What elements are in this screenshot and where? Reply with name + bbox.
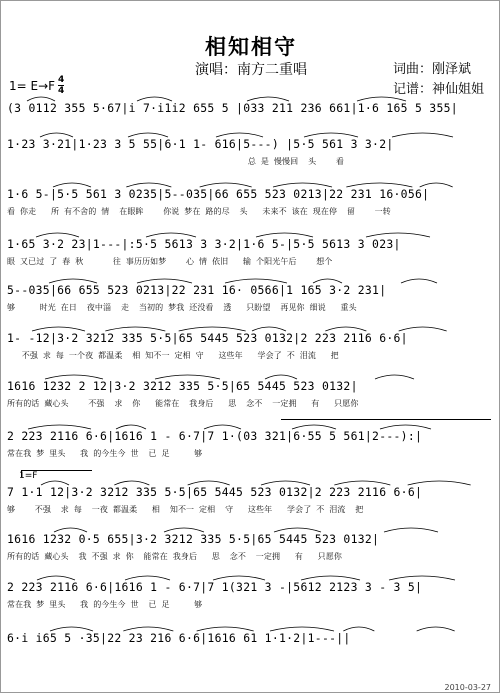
notation-row: 1·6 5-|5·5 561 3 0235|5--035|66 655 523 0213|22 231 16·056| bbox=[7, 187, 430, 201]
lyricist-credit: 词曲：刚泽斌 bbox=[393, 62, 472, 77]
lyric-row bbox=[7, 168, 497, 178]
time-signature-top: 4 bbox=[58, 75, 65, 85]
lyric-row bbox=[7, 460, 497, 470]
notation-row: 1·65 3·2 23|1---|:5·5 5613 3 3·2|1·6 5-|5·5 5613 3 023| bbox=[7, 237, 401, 251]
lyric-row bbox=[7, 651, 497, 661]
notation-row: 2 223 2116 6·6|1616 1 - 6·7|7 1·(03 321|6·55 5 561|2---):| bbox=[7, 429, 423, 443]
key-change-label: 1=F bbox=[19, 471, 38, 481]
date-stamp: 2010-03-27 bbox=[444, 683, 491, 692]
lyric-row: 眼 又已过 了 春 秋 往 事历历如梦 心 情 依旧 输 个阳光午后 想个 bbox=[7, 257, 333, 266]
lyric-row bbox=[7, 563, 497, 573]
notation-row: (3 0112 355 5·67|i 7·i1i2 655 5 |033 211 236 661|1·6 165 5 355| bbox=[7, 101, 458, 115]
lyric-row bbox=[7, 611, 497, 621]
lyric-row: 所有的话 藏心头 我 不强 求 你 能常在 我身后 思 念不 一定拥 有 只愿你 bbox=[7, 552, 342, 561]
lyric-row bbox=[7, 362, 497, 372]
score-line bbox=[7, 485, 497, 526]
notation-row: 5--035|66 655 523 0213|22 231 16· 0566|1 165 3·2 231| bbox=[7, 283, 387, 297]
score-line bbox=[7, 137, 497, 178]
song-title: 相知相守 bbox=[205, 35, 297, 59]
score-line bbox=[7, 331, 497, 372]
lyric-row: 看 你走 所 有不舍的 情 在眼眸 你说 梦在 路的尽 头 未来不 该在 现在停 留 一转 bbox=[7, 207, 391, 216]
notation-row: 1·23 3·21|1·23 3 5 55|6·1 1- 616|5---) |5·5 561 3 3·2| bbox=[7, 137, 394, 151]
lyric-row: 不强 求 每 一个夜 都温柔 相 知不一 定相 守 这些年 学会了 不 泪流 把 bbox=[7, 351, 339, 360]
notation-row: 1- -12|3·2 3212 335 5·5|65 5445 523 0132|2 223 2116 6·6| bbox=[7, 331, 408, 345]
score-line bbox=[7, 429, 497, 470]
notation-row: 7 1·1 12|3·2 3212 335 5·5|65 5445 523 0132|2 223 2116 6·6| bbox=[7, 485, 423, 499]
score-line bbox=[7, 631, 497, 672]
ending-bracket bbox=[281, 419, 491, 426]
score-line bbox=[7, 379, 497, 420]
lyric-row bbox=[7, 314, 497, 324]
transcriber-credit: 记谱：神仙姐姐 bbox=[393, 82, 485, 97]
notation-row: 2 223 2116 6·6|1616 1 - 6·7|7 1(321 3 -|5612 2123 3 - 3 5| bbox=[7, 580, 423, 594]
notation-row: 1616 1232 2 12|3·2 3212 335 5·5|65 5445 523 0132| bbox=[7, 379, 358, 393]
score-line bbox=[7, 187, 497, 228]
lyric-row bbox=[7, 218, 497, 228]
time-signature bbox=[58, 76, 64, 95]
score-line bbox=[7, 283, 497, 324]
score-line bbox=[7, 532, 497, 573]
score-line bbox=[7, 237, 497, 278]
lyric-row: 总 是 慢慢回 头 看 bbox=[7, 157, 344, 166]
lyric-row: 够 时光 在日 夜中淄 走 当初的 梦我 还没看 透 只盼望 再见你 细说 重头 bbox=[7, 303, 357, 312]
lyric-row: 所有的话 藏心头 不强 求 你 能常在 我身后 思 念不 一定拥 有 只愿你 bbox=[7, 399, 359, 408]
notation-row: 6·i i65 5 ·35|22 23 216 6·6|1616 61 1·1·2|1---|| bbox=[7, 631, 351, 645]
key-signature bbox=[9, 76, 64, 95]
time-signature-bottom: 4 bbox=[58, 86, 65, 96]
lyric-row: 够 不强 求 每 一夜 都温柔 相 知不一 定相 守 这些年 学会了 不 泪流 把 bbox=[7, 505, 364, 514]
lyric-row: 常在我 梦 里头 我 的今生今 世 已 足 够 bbox=[7, 600, 203, 609]
lyric-row bbox=[7, 662, 497, 672]
lyric-row: 常在我 梦 里头 我 的今生今 世 已 足 够 bbox=[7, 449, 203, 458]
singer-credit: 演唱：南方二重唱 bbox=[195, 62, 307, 78]
score-line bbox=[7, 580, 497, 621]
notation-row: 1616 1232 0·5 655|3·2 3212 335 5·5|65 5445 523 0132| bbox=[7, 532, 380, 546]
key-label: 1= E→F bbox=[9, 78, 56, 93]
